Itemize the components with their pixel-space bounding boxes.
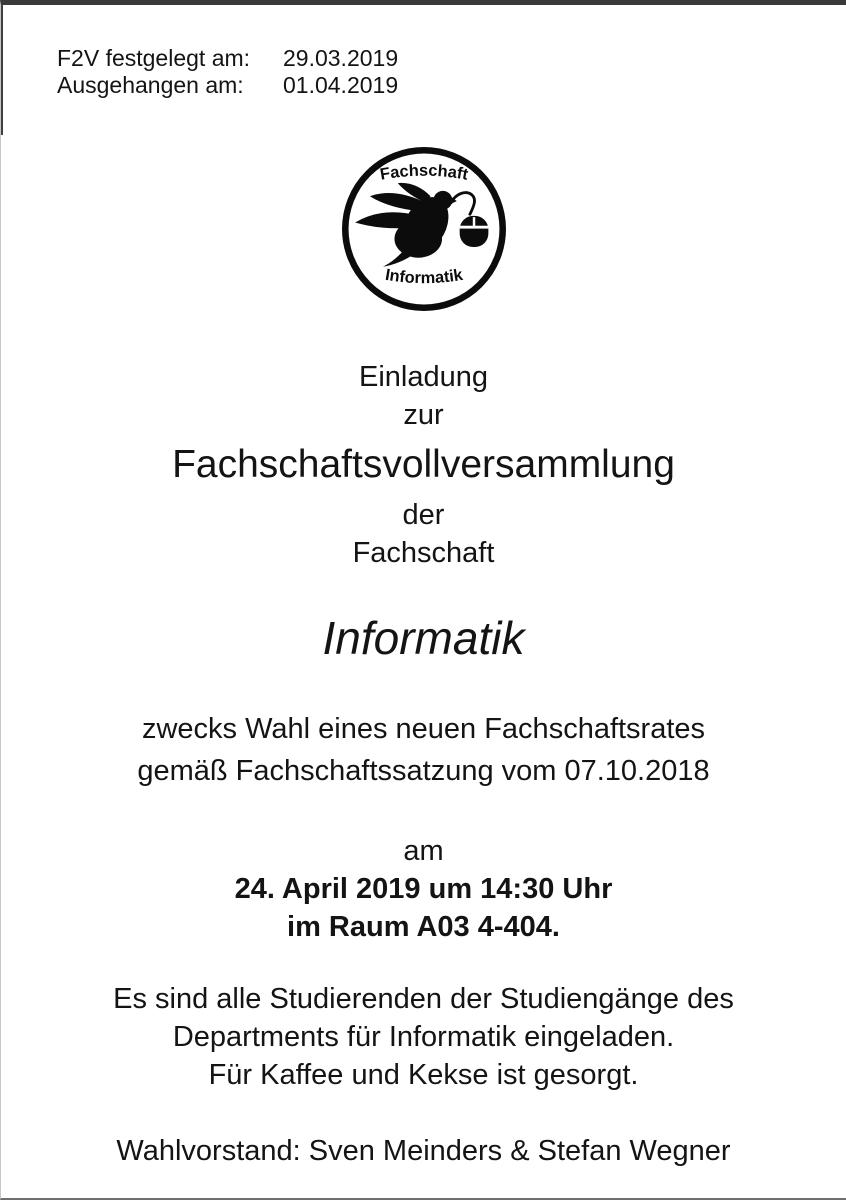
posting-date-label: Ausgehangen am: — [57, 72, 244, 98]
purpose-line: zwecks Wahl eines neuen Fachschaftsrates — [141, 713, 706, 745]
posting-date-row — [57, 72, 846, 99]
fachschaft-informatik-logo — [342, 147, 506, 311]
title-of-line: der — [402, 499, 445, 531]
posting-date-value: 29.03.2019 — [283, 45, 399, 71]
posting-date-row — [57, 45, 846, 72]
posting-date-label: F2V festgelegt am: — [57, 45, 251, 71]
audience-line: Für Kaffee und Kekse ist gesorgt. — [208, 1059, 639, 1091]
audience-line: Departments für Informatik eingeladen. — [172, 1021, 675, 1053]
event-name: Fachschaftsvollversammlung — [172, 443, 675, 486]
title-group-line: Fachschaft — [352, 537, 495, 569]
schedule-block — [1, 832, 846, 946]
purpose-block — [1, 708, 846, 792]
posting-date-value: 01.04.2019 — [283, 72, 399, 98]
schedule-intro: am — [403, 835, 444, 867]
title-intro-line: zur — [403, 399, 444, 431]
audience-line: Es sind alle Studierenden der Studiengänge des — [113, 983, 734, 1015]
schedule-datetime: 24. April 2019 um 14:30 Uhr — [234, 873, 613, 905]
purpose-line: gemäß Fachschaftssatzung vom 07.10.2018 — [137, 755, 710, 787]
logo-bottom-caption: Informatik — [383, 265, 464, 288]
logo-top-caption: Fachschaft — [378, 161, 469, 184]
title-intro-line: Einladung — [359, 361, 488, 393]
posting-dates-block — [57, 45, 846, 99]
audience-block — [1, 980, 846, 1094]
invitation-title-block — [1, 358, 846, 572]
subject-name: Informatik — [322, 612, 525, 664]
election-committee-line: Wahlvorstand: Sven Meinders & Stefan Wegner — [116, 1135, 731, 1167]
schedule-location: im Raum A03 4-404. — [287, 911, 560, 943]
